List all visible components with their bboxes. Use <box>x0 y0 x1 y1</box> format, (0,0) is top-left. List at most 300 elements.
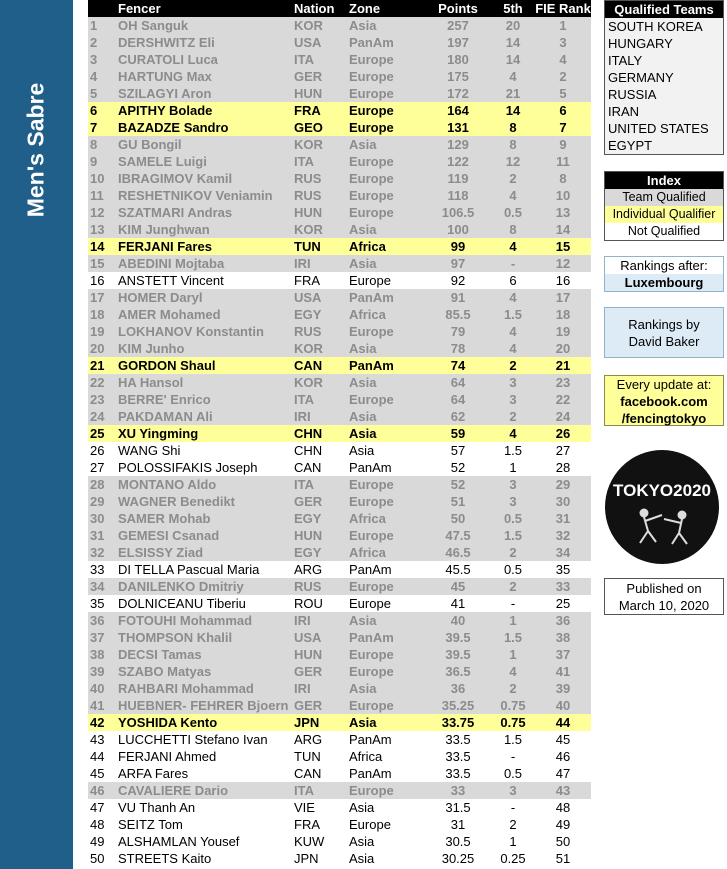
zone-cell: Africa <box>349 545 386 560</box>
table-row <box>88 289 591 306</box>
fie-rank-cell: 14 <box>555 222 571 237</box>
table-row <box>88 680 591 697</box>
points-cell: 164 <box>447 103 469 118</box>
nation-cell: FRA <box>294 273 320 288</box>
fifth-cell: 4 <box>509 426 517 441</box>
legend-individual-qualifier: Individual Qualifier <box>605 206 723 223</box>
rank-cell: 50 <box>90 851 105 866</box>
fencer-cell: ALSHAMLAN Yousef <box>118 834 240 849</box>
fencer-cell: HUEBNER- FEHRER Bjoern <box>118 698 289 713</box>
table-row <box>88 408 591 425</box>
nation-cell: EGY <box>294 545 322 560</box>
points-cell: 33.5 <box>445 732 471 747</box>
points-cell: 33.75 <box>441 715 475 730</box>
table-row <box>88 51 591 68</box>
zone-cell: PanAm <box>349 562 392 577</box>
fencer-cell: GEMESI Csanad <box>118 528 220 543</box>
points-cell: 45.5 <box>445 562 471 577</box>
zone-cell: Europe <box>349 494 394 509</box>
fifth-cell: 8 <box>509 222 517 237</box>
fie-rank-cell: 40 <box>555 698 571 713</box>
index-legend <box>604 171 724 241</box>
points-cell: 52 <box>450 477 466 492</box>
zone-cell: Europe <box>349 273 391 288</box>
fie-rank-cell: 48 <box>555 800 571 815</box>
nation-cell: TUN <box>294 239 321 254</box>
rank-cell: 32 <box>90 545 105 560</box>
points-cell: 64 <box>450 392 466 407</box>
fie-rank-cell: 44 <box>555 715 571 730</box>
nation-cell: JPN <box>294 851 319 866</box>
fencer-cell: XU Yingming <box>118 426 199 441</box>
table-row <box>88 561 591 578</box>
fifth-cell: 2 <box>509 817 517 832</box>
nation-cell: CAN <box>294 358 323 373</box>
fie-rank-cell: 31 <box>555 511 571 526</box>
fie-rank-cell: 20 <box>555 341 571 356</box>
zone-cell: Europe <box>349 154 394 169</box>
fie-rank-cell: 24 <box>555 409 571 424</box>
table-row <box>88 442 591 459</box>
table-row <box>88 306 591 323</box>
nation-cell: KOR <box>294 222 323 237</box>
fifth-cell: 21 <box>505 86 521 101</box>
points-cell: 33.5 <box>445 749 471 764</box>
fencer-cell: HOMER Daryl <box>118 290 203 305</box>
fie-rank-cell: 28 <box>555 460 571 475</box>
col-nation-header: Nation <box>294 1 335 16</box>
rank-cell: 26 <box>90 443 105 458</box>
points-cell: 119 <box>447 171 469 186</box>
fifth-cell: 2 <box>509 171 517 186</box>
fifth-cell: 1 <box>509 647 517 662</box>
rank-cell: 44 <box>90 749 105 764</box>
points-cell: 79 <box>450 324 466 339</box>
fie-rank-cell: 39 <box>555 681 571 696</box>
qualified-team-item: SOUTH KOREA <box>608 19 703 34</box>
points-cell: 99 <box>450 239 466 254</box>
fencer-cell: RAHBARI Mohammad <box>118 681 254 696</box>
fifth-cell: 3 <box>509 783 517 798</box>
fie-rank-cell: 3 <box>559 35 567 50</box>
nation-cell: GEO <box>294 120 323 135</box>
fie-rank-cell: 51 <box>555 851 571 866</box>
table-row <box>88 595 591 612</box>
fencer-cell: GORDON Shaul <box>118 358 216 373</box>
rank-cell: 10 <box>90 171 105 186</box>
nation-cell: KOR <box>294 137 323 152</box>
table-row <box>88 374 591 391</box>
nation-cell: HUN <box>294 528 323 543</box>
points-cell: 175 <box>447 69 469 84</box>
fifth-cell: 0.5 <box>503 766 523 781</box>
fencer-cell: AMER Mohamed <box>118 307 221 322</box>
qualified-teams-panel <box>604 0 724 155</box>
fifth-cell: 4 <box>509 239 517 254</box>
points-cell: 91 <box>450 290 466 305</box>
published-label: Published on <box>626 581 702 596</box>
fencer-cell: FOTOUHI Mohammad <box>118 613 253 628</box>
nation-cell: USA <box>294 35 322 50</box>
table-row <box>88 697 591 714</box>
fencer-cell: DERSHWITZ Eli <box>118 35 215 50</box>
fie-rank-cell: 22 <box>555 392 571 407</box>
nation-cell: JPN <box>294 715 320 730</box>
nation-cell: IRI <box>294 613 311 628</box>
rankings-by-box <box>604 307 724 358</box>
rank-cell: 1 <box>90 18 98 33</box>
zone-cell: PanAm <box>349 290 394 305</box>
fifth-cell: 0.75 <box>500 715 526 730</box>
table-row <box>88 765 591 782</box>
fifth-cell: 14 <box>505 103 521 118</box>
zone-cell: Asia <box>349 222 377 237</box>
fencer-cell: LUCCHETTI Stefano Ivan <box>118 732 268 747</box>
rank-cell: 20 <box>90 341 105 356</box>
table-row <box>88 425 591 442</box>
fie-rank-cell: 19 <box>555 324 571 339</box>
nation-cell: KOR <box>294 18 323 33</box>
rank-cell: 40 <box>90 681 105 696</box>
fencer-cell: FERJANI Fares <box>118 239 212 254</box>
rank-cell: 25 <box>90 426 105 441</box>
fie-rank-cell: 29 <box>555 477 571 492</box>
tokyo2020-logo <box>604 449 720 565</box>
points-cell: 131 <box>447 120 469 135</box>
rankings-after-label: Rankings after: <box>620 258 708 273</box>
zone-cell: PanAm <box>349 732 392 747</box>
points-cell: 197 <box>447 35 469 50</box>
points-cell: 180 <box>447 52 469 67</box>
points-cell: 52 <box>450 460 466 475</box>
nation-cell: VIE <box>294 800 315 815</box>
fifth-cell: - <box>510 256 516 271</box>
rank-cell: 11 <box>90 188 104 203</box>
fencer-cell: STREETS Kaito <box>118 851 212 866</box>
points-cell: 64 <box>450 375 466 390</box>
fifth-cell: 2 <box>509 409 517 424</box>
fencer-cell: DI TELLA Pascual Maria <box>118 562 260 577</box>
rank-cell: 41 <box>90 698 105 713</box>
nation-cell: RUS <box>294 188 322 203</box>
rank-cell: 46 <box>90 783 105 798</box>
table-row <box>88 646 591 663</box>
points-cell: 118 <box>447 188 469 203</box>
fie-rank-cell: 47 <box>555 766 571 781</box>
table-row <box>88 357 591 374</box>
fifth-cell: - <box>510 749 516 764</box>
table-row <box>88 153 591 170</box>
fie-rank-cell: 18 <box>555 307 571 322</box>
fencer-cell: BERRE' Enrico <box>118 392 211 407</box>
table-row <box>88 102 591 119</box>
fie-rank-cell: 8 <box>559 171 567 186</box>
fencer-cell: ARFA Fares <box>118 766 189 781</box>
sidebar-band <box>0 0 73 869</box>
fencer-cell: CURATOLI Luca <box>118 52 218 67</box>
rank-cell: 23 <box>90 392 105 407</box>
table-row <box>88 629 591 646</box>
fencer-cell: DANILENKO Dmitriy <box>118 579 244 594</box>
rank-cell: 3 <box>90 52 98 67</box>
fie-rank-cell: 26 <box>555 426 571 441</box>
zone-cell: Asia <box>349 851 375 866</box>
rank-cell: 35 <box>90 596 105 611</box>
fencer-cell: CAVALIERE Dario <box>118 783 229 798</box>
rank-cell: 12 <box>90 205 105 220</box>
nation-cell: GER <box>294 664 323 679</box>
fie-rank-cell: 38 <box>555 630 571 645</box>
col-fie-header: FIE Rank <box>535 1 591 16</box>
fie-rank-cell: 2 <box>559 69 567 84</box>
points-cell: 36 <box>450 681 466 696</box>
nation-cell: RUS <box>294 579 322 594</box>
points-cell: 97 <box>450 256 466 271</box>
fencer-cell: KIM Junho <box>118 341 185 356</box>
fencer-cell: ABEDINI Mojtaba <box>118 256 225 271</box>
fencer-cell: HARTUNG Max <box>118 69 212 84</box>
fifth-cell: - <box>510 800 516 815</box>
table-row <box>88 850 591 867</box>
rank-cell: 42 <box>90 715 105 730</box>
rank-cell: 24 <box>90 409 105 424</box>
zone-cell: Asia <box>349 426 377 441</box>
qualified-team-item: HUNGARY <box>608 36 673 51</box>
rank-cell: 36 <box>90 613 105 628</box>
nation-cell: HUN <box>294 86 323 101</box>
fencer-cell: PAKDAMAN Ali <box>118 409 213 424</box>
table-row <box>88 612 591 629</box>
fifth-cell: 3 <box>509 375 517 390</box>
fifth-cell: 0.5 <box>503 511 523 526</box>
table-row <box>88 476 591 493</box>
rankings-after-value: Luxembourg <box>605 274 723 291</box>
nation-cell: ITA <box>294 154 314 169</box>
points-cell: 36.5 <box>445 664 471 679</box>
points-cell: 59 <box>450 426 466 441</box>
rank-cell: 49 <box>90 834 105 849</box>
fifth-cell: 4 <box>509 290 517 305</box>
fencer-cell: VU Thanh An <box>118 800 196 815</box>
table-row <box>88 323 591 340</box>
fencer-cell: HA Hansol <box>118 375 184 390</box>
fifth-cell: 1.5 <box>503 528 523 543</box>
rank-cell: 18 <box>90 307 105 322</box>
nation-cell: GER <box>294 494 323 509</box>
qualified-teams-title: Qualified Teams <box>605 1 723 18</box>
fifth-cell: 12 <box>505 154 521 169</box>
nation-cell: CAN <box>294 766 322 781</box>
points-cell: 257 <box>447 18 469 33</box>
fifth-cell: 4 <box>509 341 517 356</box>
update-link-path[interactable]: /fencingtokyo <box>621 411 707 426</box>
nation-cell: KUW <box>294 834 325 849</box>
nation-cell: ITA <box>294 392 314 407</box>
table-header <box>88 0 591 17</box>
zone-cell: Europe <box>349 664 394 679</box>
update-link-domain[interactable]: facebook.com <box>620 394 708 409</box>
points-cell: 85.5 <box>445 307 471 322</box>
points-cell: 30.25 <box>441 851 475 866</box>
zone-cell: PanAm <box>349 358 394 373</box>
fie-rank-cell: 27 <box>555 443 571 458</box>
rank-cell: 47 <box>90 800 105 815</box>
rank-cell: 19 <box>90 324 105 339</box>
rank-cell: 9 <box>90 154 98 169</box>
nation-cell: ITA <box>294 783 314 798</box>
nation-cell: HUN <box>294 647 323 662</box>
fie-rank-cell: 37 <box>555 647 571 662</box>
fencer-cell: DOLNICEANU Tiberiu <box>118 596 246 611</box>
rank-cell: 2 <box>90 35 98 50</box>
points-cell: 122 <box>447 154 469 169</box>
fie-rank-cell: 12 <box>555 256 571 271</box>
fie-rank-cell: 35 <box>555 562 571 577</box>
zone-cell: Europe <box>349 52 394 67</box>
zone-cell: Africa <box>349 749 383 764</box>
table-row <box>88 85 591 102</box>
rank-cell: 37 <box>90 630 105 645</box>
fie-rank-cell: 10 <box>555 188 571 203</box>
fie-rank-cell: 32 <box>555 528 571 543</box>
zone-cell: Asia <box>349 681 377 696</box>
zone-cell: Europe <box>349 120 394 135</box>
fencer-cell: THOMPSON Khalil <box>118 630 233 645</box>
rank-cell: 16 <box>90 273 105 288</box>
table-row <box>88 527 591 544</box>
zone-cell: Europe <box>349 579 394 594</box>
table-row <box>88 799 591 816</box>
nation-cell: IRI <box>294 409 311 424</box>
table-row <box>88 544 591 561</box>
zone-cell: Europe <box>349 783 394 798</box>
points-cell: 41 <box>450 596 466 611</box>
points-cell: 51 <box>450 494 466 509</box>
zone-cell: Asia <box>349 800 375 815</box>
nation-cell: ARG <box>294 732 323 747</box>
fie-rank-cell: 41 <box>555 664 571 679</box>
fencer-cell: POLOSSIFAKIS Joseph <box>118 460 258 475</box>
fencer-cell: SZABO Matyas <box>118 664 212 679</box>
rank-cell: 13 <box>90 222 105 237</box>
fifth-cell: 3 <box>509 392 517 407</box>
fencer-cell: ANSTETT Vincent <box>118 273 224 288</box>
col-zone-header: Zone <box>349 1 381 16</box>
points-cell: 40 <box>450 613 466 628</box>
fifth-cell: 1 <box>509 834 517 849</box>
nation-cell: ITA <box>294 52 314 67</box>
fencer-cell: OH Sanguk <box>118 18 189 33</box>
points-cell: 100 <box>447 222 469 237</box>
fifth-cell: 3 <box>509 494 517 509</box>
fifth-cell: 2 <box>509 579 517 594</box>
rank-cell: 29 <box>90 494 105 509</box>
rank-cell: 14 <box>90 239 105 254</box>
col-rank-header <box>88 0 116 17</box>
table-row <box>88 714 591 731</box>
nation-cell: GER <box>294 698 323 713</box>
qualified-team-item: EGYPT <box>608 138 653 153</box>
fie-rank-cell: 9 <box>559 137 567 152</box>
zone-cell: Europe <box>349 324 394 339</box>
qualified-team-item: ITALY <box>608 53 643 68</box>
fie-rank-cell: 13 <box>555 205 571 220</box>
nation-cell: USA <box>294 630 322 645</box>
fie-rank-cell: 23 <box>555 375 571 390</box>
legend-team-qualified: Team Qualified <box>605 189 723 206</box>
zone-cell: PanAm <box>349 630 394 645</box>
nation-cell: ARG <box>294 562 323 577</box>
fie-rank-cell: 30 <box>555 494 571 509</box>
fifth-cell: 8 <box>509 120 517 135</box>
rank-cell: 48 <box>90 817 105 832</box>
nation-cell: GER <box>294 69 323 84</box>
nation-cell: FRA <box>294 817 320 832</box>
fencer-cell: YOSHIDA Kento <box>118 715 218 730</box>
fie-rank-cell: 5 <box>559 86 567 101</box>
points-cell: 47.5 <box>445 528 471 543</box>
fencer-cell: BAZADZE Sandro <box>118 120 229 135</box>
points-cell: 129 <box>447 137 469 152</box>
table-row <box>88 459 591 476</box>
rank-cell: 33 <box>90 562 105 577</box>
table-row <box>88 255 591 272</box>
fencer-cell: SAMER Mohab <box>118 511 211 526</box>
zone-cell: Europe <box>349 205 394 220</box>
fifth-cell: 2 <box>509 681 517 696</box>
fencer-cell: SAMELE Luigi <box>118 154 207 169</box>
zone-cell: Europe <box>349 596 391 611</box>
fifth-cell: 8 <box>509 137 517 152</box>
fie-rank-cell: 17 <box>555 290 571 305</box>
rank-cell: 31 <box>90 528 105 543</box>
nation-cell: CAN <box>294 460 322 475</box>
table-row <box>88 510 591 527</box>
zone-cell: Asia <box>349 409 377 424</box>
col-points-header: Points <box>438 1 478 16</box>
fencer-cell: SZATMARI Andras <box>118 205 233 220</box>
zone-cell: Asia <box>349 256 377 271</box>
zone-cell: Europe <box>349 647 394 662</box>
zone-cell: Africa <box>349 307 386 322</box>
published-box <box>604 578 724 615</box>
nation-cell: ITA <box>294 477 314 492</box>
rank-cell: 21 <box>90 358 105 373</box>
rank-cell: 4 <box>90 69 98 84</box>
table-row <box>88 731 591 748</box>
fifth-cell: 1 <box>509 460 517 475</box>
published-date: March 10, 2020 <box>618 598 710 613</box>
fie-rank-cell: 6 <box>559 103 567 118</box>
qualified-teams-list <box>605 18 723 154</box>
nation-cell: KOR <box>294 375 323 390</box>
table-row <box>88 221 591 238</box>
table-row <box>88 493 591 510</box>
zone-cell: Europe <box>349 188 394 203</box>
table-row <box>88 748 591 765</box>
nation-cell: RUS <box>294 324 322 339</box>
rank-cell: 38 <box>90 647 105 662</box>
fencer-cell: WANG Shi <box>118 443 181 458</box>
points-cell: 57 <box>450 443 466 458</box>
fifth-cell: - <box>510 596 516 611</box>
points-cell: 35.25 <box>441 698 475 713</box>
points-cell: 50 <box>450 511 466 526</box>
points-cell: 46.5 <box>445 545 471 560</box>
fie-rank-cell: 16 <box>555 273 571 288</box>
fifth-cell: 14 <box>505 52 521 67</box>
points-cell: 39.5 <box>445 647 471 662</box>
